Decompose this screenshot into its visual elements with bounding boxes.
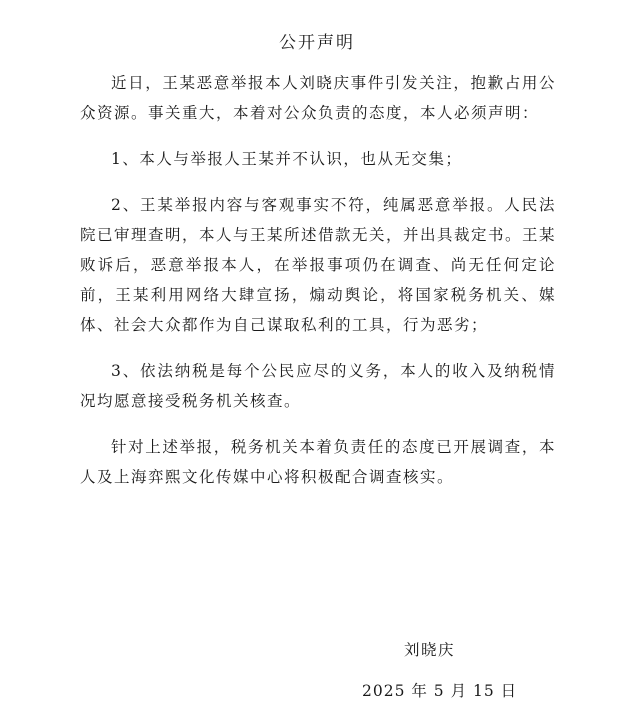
document-body — [80, 68, 556, 508]
paragraph-intro: 近日，王某恶意举报本人刘晓庆事件引发关注，抱歉占用公众资源。事关重大，本着对公众负责的态度，本人必须声明： — [80, 74, 556, 122]
signature: 刘晓庆 — [404, 641, 456, 659]
document-date: 2025 年 5 月 15 日 — [362, 682, 518, 700]
paragraph-closing: 针对上述举报，税务机关本着负责任的态度已开展调查，本人及上海弈熙文化传媒中心将积极配合调查核实。 — [80, 438, 556, 486]
document-title: 公开声明 — [279, 33, 355, 53]
paragraph-point-1: 1、本人与举报人王某并不认识，也从无交集； — [111, 150, 463, 168]
paragraph-point-3: 3、依法纳税是每个公民应尽的义务，本人的收入及纳税情况均愿意接受税务机关核查。 — [80, 362, 556, 410]
paragraph-point-2: 2、王某举报内容与客观事实不符，纯属恶意举报。人民法院已审理查明，本人与王某所述借款无关，并出具裁定书。王某败诉后，恶意举报本人，在举报事项仍在调查、尚无任何定论前，王某利用网络大肆宣扬，煽动舆论，将国家税务机关、媒体、社会大众都作为自己谋取私利的工具，行为恶劣； — [80, 196, 557, 334]
